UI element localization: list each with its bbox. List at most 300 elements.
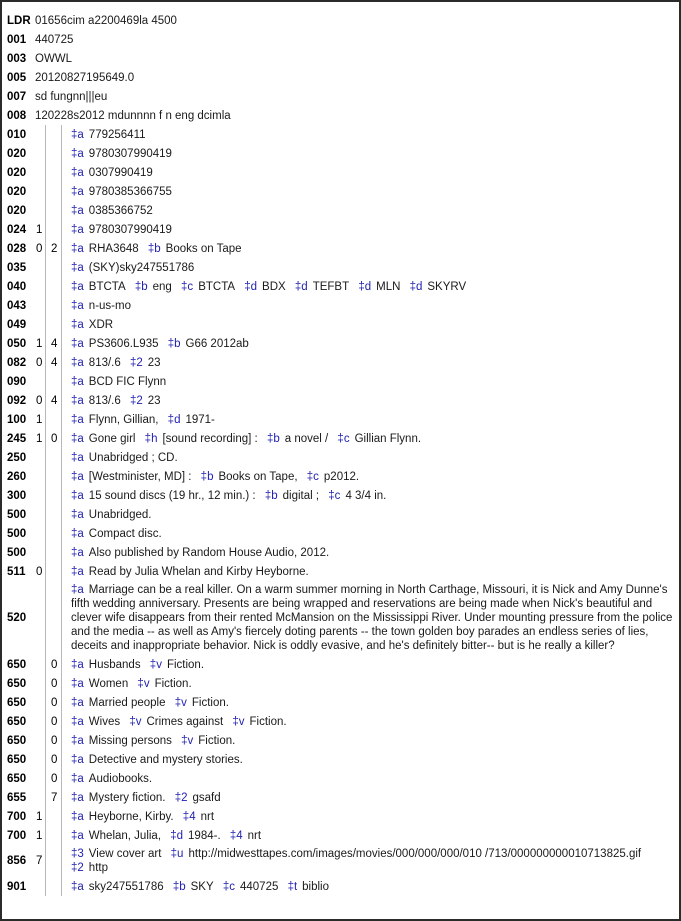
subfield-value: Crimes against: [146, 715, 224, 728]
data-field-row: [7, 391, 675, 410]
subfield-code: ‡a: [71, 508, 84, 521]
subfield: [337, 433, 427, 445]
field-tag: 003: [7, 52, 27, 65]
subfield-value: Flynn, Gillian,: [88, 413, 159, 426]
data-field-row: [7, 448, 675, 467]
subfield: [168, 414, 221, 426]
control-field-row: [7, 49, 675, 68]
data-field-row: [7, 693, 675, 712]
indicator-2: 0: [46, 712, 62, 731]
subfield: [71, 678, 134, 690]
subfield-value: Fiction.: [166, 658, 205, 671]
subfields: [62, 353, 676, 372]
subfield: [71, 811, 180, 823]
field-tag: 090: [7, 375, 27, 388]
subfield-value: Detective and mystery stories.: [88, 753, 243, 766]
indicator-2: 0: [46, 731, 62, 750]
indicator-1: 0: [36, 242, 43, 255]
subfield: [130, 357, 167, 369]
subfield: [328, 490, 392, 502]
subfield-code: ‡a: [71, 584, 84, 596]
data-field-row: [7, 505, 675, 524]
subfield: [71, 716, 126, 728]
subfield-value: 1984-.: [188, 829, 221, 842]
subfield: [175, 792, 227, 804]
indicator-2: 4: [46, 353, 62, 372]
subfield: [267, 433, 334, 445]
subfield-code: ‡d: [244, 280, 258, 293]
subfield-value: Read by Julia Whelan and Kirby Heyborne.: [88, 565, 309, 578]
subfield-value: digital ;: [282, 489, 320, 502]
subfield: [71, 792, 171, 804]
indicator-1: [35, 877, 46, 896]
field-tag: 650: [7, 772, 27, 785]
subfield-value: 23: [147, 356, 161, 369]
subfield-value: 0307990419: [88, 166, 153, 179]
indicator-1: 7: [36, 855, 43, 867]
subfield-value: PS3606.L935: [88, 337, 159, 350]
subfield-code: ‡b: [147, 242, 161, 255]
subfield-code: ‡a: [71, 337, 84, 350]
subfield-value: eng: [152, 280, 172, 293]
field-tag: 043: [7, 299, 27, 312]
field-tag: 500: [7, 527, 27, 540]
subfield-value: 0385366752: [88, 204, 153, 217]
indicator-2: [46, 277, 62, 296]
indicator-1: 0: [36, 356, 43, 369]
data-field-row: [7, 315, 675, 334]
field-tag: 082: [7, 356, 27, 369]
field-tag: 300: [7, 489, 27, 502]
subfield-value: nrt: [247, 829, 262, 842]
field-tag: 024: [7, 223, 27, 236]
control-field-row: [7, 30, 675, 49]
field-tag: LDR: [7, 14, 31, 27]
data-field-row: [7, 655, 675, 674]
subfield-code: ‡3: [71, 848, 84, 860]
subfields: [62, 486, 676, 505]
subfields: [62, 731, 676, 750]
indicator-1: [35, 448, 46, 467]
subfield: [295, 281, 355, 293]
subfields: [62, 296, 676, 315]
control-field-value: OWWL: [35, 52, 73, 65]
indicator-2: [46, 372, 62, 391]
subfield: [307, 471, 365, 483]
subfield-code: ‡c: [306, 470, 319, 483]
marc-record-body: [7, 11, 675, 896]
subfield-code: ‡a: [71, 546, 84, 559]
field-tag: 500: [7, 546, 27, 559]
subfield: [71, 848, 167, 860]
subfield-code: ‡a: [71, 880, 84, 893]
subfields: [62, 505, 676, 524]
control-field-value: 20120827195649.0: [35, 71, 135, 84]
subfield-code: ‡b: [264, 489, 278, 502]
subfield: [71, 376, 172, 388]
subfield-code: ‡4: [229, 829, 243, 842]
subfield: [71, 830, 167, 842]
subfield-value: 440725: [239, 880, 279, 893]
field-tag: 005: [7, 71, 27, 84]
subfield-value: (SKY)sky247551786: [88, 261, 195, 274]
field-tag: 040: [7, 280, 27, 293]
subfield-code: ‡c: [181, 280, 194, 293]
subfields: [62, 429, 676, 448]
subfields: [62, 807, 676, 826]
control-field-value: 440725: [35, 33, 74, 46]
subfield: [150, 659, 210, 671]
subfields: [62, 524, 676, 543]
subfield-code: ‡4: [182, 810, 196, 823]
subfield-code: ‡a: [71, 223, 84, 236]
subfield-code: ‡a: [71, 166, 84, 179]
subfields: [62, 220, 676, 239]
subfield-code: ‡v: [232, 715, 245, 728]
subfields: [62, 750, 676, 769]
control-field-row: [7, 11, 675, 30]
field-tag: 650: [7, 677, 27, 690]
indicator-1: 0: [36, 394, 43, 407]
indicator-2: 2: [46, 239, 62, 258]
subfield-code: ‡t: [287, 880, 298, 893]
subfield: [71, 224, 178, 236]
subfield-value: 23: [147, 394, 161, 407]
subfield-code: ‡a: [71, 527, 84, 540]
subfield-value: biblio: [302, 880, 330, 893]
subfield-value: Unabridged ; CD.: [88, 451, 178, 464]
field-tag: 007: [7, 90, 27, 103]
subfield-value: 9780307990419: [88, 223, 172, 236]
subfield-value: Books on Tape,: [218, 470, 298, 483]
subfield-value: n-us-mo: [88, 299, 131, 312]
field-tag: 035: [7, 261, 27, 274]
subfield: [181, 281, 241, 293]
data-field-row: [7, 524, 675, 543]
subfield-value: 9780307990419: [88, 147, 172, 160]
indicator-1: [35, 467, 46, 486]
subfield: [358, 281, 406, 293]
subfields: [62, 769, 676, 788]
subfield-value: Compact disc.: [88, 527, 162, 540]
subfield: [71, 357, 127, 369]
subfield-code: ‡b: [172, 880, 186, 893]
indicator-2: [46, 524, 62, 543]
indicator-2: [46, 562, 62, 581]
subfield-code: ‡a: [71, 299, 84, 312]
field-tag: 655: [7, 791, 27, 804]
indicator-2: [46, 845, 62, 877]
indicator-2: [46, 182, 62, 201]
subfield: [71, 262, 200, 274]
data-field-row: [7, 334, 675, 353]
subfield-code: ‡2: [71, 862, 84, 874]
indicator-1: [35, 731, 46, 750]
subfield: [145, 433, 264, 445]
indicator-1: [35, 655, 46, 674]
subfields: [62, 239, 676, 258]
subfields: [62, 410, 676, 429]
field-tag: 020: [7, 166, 27, 179]
indicator-2: [46, 125, 62, 144]
subfield: [129, 716, 229, 728]
subfield-value: 779256411: [88, 128, 146, 141]
subfield: [168, 338, 255, 350]
indicator-1: [35, 769, 46, 788]
subfield-value: 813/.6: [88, 356, 121, 369]
subfield-code: ‡b: [167, 337, 181, 350]
indicator-2: [46, 144, 62, 163]
subfield-code: ‡u: [170, 848, 184, 860]
indicator-1: 1: [36, 432, 43, 445]
indicator-1: [35, 315, 46, 334]
subfield: [71, 584, 672, 652]
subfield: [71, 129, 152, 141]
subfield: [71, 471, 197, 483]
subfield-code: ‡a: [71, 565, 84, 578]
subfield-code: ‡a: [71, 261, 84, 274]
data-field-row: [7, 296, 675, 315]
subfield: [71, 281, 132, 293]
subfield: [71, 490, 262, 502]
field-tag: 650: [7, 753, 27, 766]
subfield-code: ‡v: [129, 715, 142, 728]
field-tag: 511: [7, 565, 26, 578]
indicator-2: 0: [46, 655, 62, 674]
subfield-code: ‡a: [71, 185, 84, 198]
field-tag: 010: [7, 128, 27, 141]
indicator-1: 1: [36, 829, 43, 842]
subfield: [230, 830, 267, 842]
subfield-value: MLN: [376, 280, 401, 293]
subfield-code: ‡a: [71, 356, 84, 369]
subfield-code: ‡a: [71, 413, 84, 426]
subfield: [137, 678, 197, 690]
subfield-value: 4 3/4 in.: [345, 489, 387, 502]
subfield-value: Fiction.: [249, 715, 287, 728]
indicator-2: [46, 296, 62, 315]
indicator-2: [46, 807, 62, 826]
data-field-row: [7, 220, 675, 239]
subfield-value: View cover art: [88, 848, 162, 860]
subfield-value: Unabridged.: [88, 508, 152, 521]
indicator-1: [35, 674, 46, 693]
data-field-row: [7, 788, 675, 807]
indicator-2: [46, 258, 62, 277]
subfield-value: SKYRV: [427, 280, 467, 293]
subfields: [62, 826, 676, 845]
subfield-value: 9780385366755: [88, 185, 172, 198]
indicator-2: [46, 410, 62, 429]
field-tag: 650: [7, 734, 27, 747]
subfield: [71, 566, 315, 578]
subfields: [62, 712, 676, 731]
indicator-2: 0: [46, 693, 62, 712]
subfield-code: ‡v: [149, 658, 162, 671]
indicator-1: [35, 486, 46, 505]
subfield-code: ‡a: [71, 280, 84, 293]
subfields: [62, 562, 676, 581]
data-field-row: [7, 163, 675, 182]
subfield-value: 813/.6: [88, 394, 121, 407]
field-tag: 020: [7, 204, 27, 217]
subfield-value: Also published by Random House Audio, 2012.: [88, 546, 330, 559]
subfields: [62, 372, 676, 391]
subfield-value: SKY: [190, 880, 214, 893]
field-tag: 092: [7, 394, 27, 407]
field-tag: 028: [7, 242, 27, 255]
subfield-value: [Westminister, MD] :: [88, 470, 192, 483]
subfield-code: ‡a: [71, 696, 84, 709]
subfield-code: ‡a: [71, 829, 84, 842]
subfield: [71, 659, 147, 671]
subfield: [71, 509, 157, 521]
subfield-code: ‡a: [71, 451, 84, 464]
data-field-row: [7, 562, 675, 581]
subfield-code: ‡a: [71, 753, 84, 766]
data-field-row: [7, 769, 675, 788]
subfield-value: Married people: [88, 696, 166, 709]
data-field-row: [7, 807, 675, 826]
subfield-value: Fiction.: [191, 696, 229, 709]
data-field-row: [7, 144, 675, 163]
indicator-1: [35, 581, 46, 655]
indicator-1: [35, 277, 46, 296]
subfield: [410, 281, 473, 293]
field-tag: 856: [7, 855, 27, 867]
data-field-row: [7, 877, 675, 896]
field-tag: 500: [7, 508, 27, 521]
subfield-value: G66 2012ab: [185, 337, 249, 350]
data-field-row: [7, 277, 675, 296]
subfield: [71, 167, 159, 179]
subfield: [171, 848, 647, 860]
subfields: [62, 448, 676, 467]
subfields: [62, 581, 676, 655]
indicator-2: [46, 505, 62, 524]
subfield: [130, 395, 167, 407]
subfield-value: 1971-: [185, 413, 215, 426]
subfield-code: ‡a: [71, 394, 84, 407]
subfield-value: BTCTA: [88, 280, 126, 293]
indicator-1: [35, 144, 46, 163]
indicator-2: [46, 163, 62, 182]
subfield-value: http: [88, 862, 108, 874]
indicator-2: 0: [46, 429, 62, 448]
subfield-code: ‡a: [71, 128, 84, 141]
indicator-1: [35, 505, 46, 524]
field-tag: 008: [7, 109, 27, 122]
subfield-value: gsafd: [192, 791, 221, 804]
field-tag: 260: [7, 470, 27, 483]
data-field-row: [7, 239, 675, 258]
control-field-value: 120228s2012 mdunnnn f n eng dcimla: [35, 109, 231, 122]
field-tag: 250: [7, 451, 27, 464]
subfield-code: ‡c: [337, 432, 350, 445]
subfield-value: Marriage can be a real killer. On a warm summer morning in North Carthage, Missouri, it is Nick and Amy Dunne's fifth wedding anniversary. Presents are being wrapped and reservations are being made when Nick's beautiful and clever wife disappears from their rented McMansion on the Mississippi River. Under mounting pressure from the police and the media -- as well as Amy's fiercely doting parents -- the town golden boy parades an endless series of lies, deceits and inappropriate behavior. Nick is oddly evasive, and he's definitely bitter-- but is he really a killer?: [71, 584, 673, 652]
subfield: [71, 186, 178, 198]
field-tag: 100: [7, 413, 27, 426]
subfield-code: ‡a: [71, 147, 84, 160]
subfields: [62, 845, 676, 877]
data-field-row: [7, 467, 675, 486]
data-field-row: [7, 712, 675, 731]
data-field-row: [7, 486, 675, 505]
subfields: [62, 788, 676, 807]
subfield: [201, 471, 304, 483]
subfield-value: Gillian Flynn.: [354, 432, 422, 445]
subfield-value: Books on Tape: [165, 242, 242, 255]
subfield: [148, 243, 248, 255]
subfield: [71, 773, 158, 785]
subfield: [71, 205, 159, 217]
subfield: [71, 433, 141, 445]
data-field-row: [7, 182, 675, 201]
indicator-1: [35, 182, 46, 201]
field-tag: 700: [7, 829, 27, 842]
subfield-value: RHA3648: [88, 242, 139, 255]
subfield-value: BTCTA: [198, 280, 236, 293]
data-field-row: [7, 372, 675, 391]
control-field-row: [7, 106, 675, 125]
subfield-code: ‡a: [71, 470, 84, 483]
subfield-code: ‡a: [71, 204, 84, 217]
subfield-code: ‡2: [129, 356, 143, 369]
field-tag: 901: [7, 880, 27, 893]
data-field-row: [7, 581, 675, 655]
subfield-value: BDX: [262, 280, 286, 293]
subfield-code: ‡a: [71, 677, 84, 690]
subfield: [170, 830, 226, 842]
indicator-2: 0: [46, 769, 62, 788]
subfield-code: ‡d: [294, 280, 308, 293]
field-tag: 001: [7, 33, 27, 46]
subfield: [71, 414, 164, 426]
indicator-2: 0: [46, 674, 62, 693]
indicator-2: [46, 448, 62, 467]
indicator-2: [46, 543, 62, 562]
indicator-1: [35, 788, 46, 807]
field-tag: 520: [7, 612, 27, 624]
subfield-code: ‡a: [71, 375, 84, 388]
subfield-code: ‡a: [71, 489, 84, 502]
subfield: [244, 281, 291, 293]
field-tag: 650: [7, 658, 27, 671]
subfield: [71, 338, 165, 350]
indicator-1: [35, 372, 46, 391]
subfields: [62, 315, 676, 334]
control-field-value: 01656cim a2200469la 4500: [35, 14, 177, 27]
subfields: [62, 543, 676, 562]
data-field-row: [7, 258, 675, 277]
indicator-1: [35, 543, 46, 562]
subfield: [71, 735, 178, 747]
field-tag: 020: [7, 185, 27, 198]
subfield: [71, 395, 127, 407]
data-field-row: [7, 731, 675, 750]
subfield: [71, 319, 119, 331]
subfield: [223, 881, 285, 893]
subfield-value: BCD FIC Flynn: [88, 375, 167, 388]
subfield-value: Fiction.: [154, 677, 192, 690]
subfield-code: ‡a: [71, 318, 84, 331]
indicator-1: [35, 258, 46, 277]
subfield: [71, 452, 184, 464]
indicator-2: [46, 486, 62, 505]
indicator-1: 1: [36, 337, 43, 350]
subfields: [62, 391, 676, 410]
subfield: [71, 547, 335, 559]
